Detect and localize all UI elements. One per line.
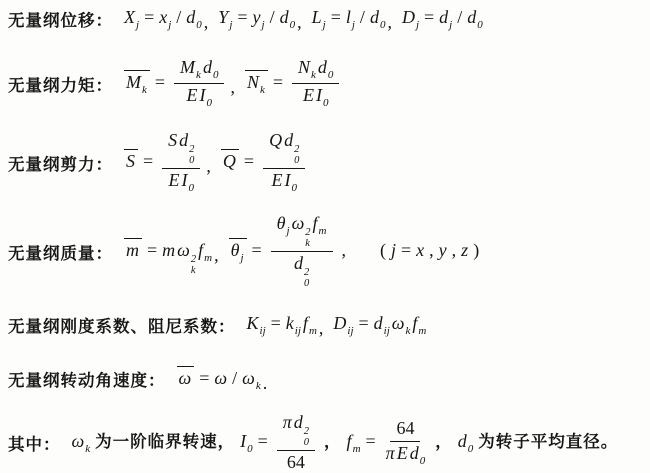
fraction-numerator bbox=[263, 131, 305, 169]
math-symbol: I bbox=[199, 85, 206, 106]
math-text: ， bbox=[324, 432, 342, 452]
math-subscript: 0 bbox=[196, 19, 202, 31]
math-variable bbox=[293, 412, 310, 449]
math-variable bbox=[186, 85, 197, 105]
math-superscript: 2 bbox=[190, 253, 197, 265]
formula-expression bbox=[123, 7, 484, 31]
math-subsup bbox=[191, 254, 196, 276]
math-symbol: 64 bbox=[286, 452, 305, 473]
math-subscript: j bbox=[449, 19, 453, 31]
formula-expression bbox=[176, 366, 277, 392]
math-subsup bbox=[304, 426, 309, 448]
math-variable bbox=[162, 240, 175, 260]
fraction-numerator bbox=[162, 131, 200, 169]
math-operator: = bbox=[257, 431, 268, 452]
math-variable bbox=[124, 70, 150, 96]
row-label: 无量纲转动角速度： bbox=[8, 371, 166, 391]
math-operator: = bbox=[144, 7, 155, 27]
math-operator: , bbox=[429, 239, 434, 260]
math-symbol: E bbox=[168, 170, 180, 191]
math-fraction bbox=[263, 131, 305, 194]
math-symbol: ω bbox=[214, 368, 228, 389]
math-symbol: L bbox=[311, 7, 322, 27]
math-subscript: k bbox=[255, 380, 261, 393]
math-variable bbox=[283, 412, 292, 432]
fraction-numerator bbox=[277, 413, 315, 451]
math-variable bbox=[276, 213, 290, 238]
math-operator: / bbox=[359, 7, 365, 27]
math-symbol: 64 bbox=[396, 418, 415, 439]
math-subscript: 0 bbox=[303, 278, 310, 290]
math-comma: , bbox=[203, 12, 209, 32]
math-subscript: 0 bbox=[419, 455, 426, 468]
math-comma: , bbox=[297, 12, 302, 32]
math-variable bbox=[298, 57, 316, 81]
math-variable bbox=[369, 7, 386, 31]
math-operator: = bbox=[272, 71, 283, 92]
math-variable bbox=[269, 130, 282, 150]
math-fraction bbox=[292, 58, 339, 109]
math-operator: = bbox=[199, 368, 210, 389]
math-operator: = bbox=[401, 239, 412, 260]
math-subscript: j bbox=[229, 19, 233, 31]
math-symbol: N bbox=[298, 57, 311, 77]
math-symbol: π bbox=[282, 412, 292, 433]
row-label: 无量纲刚度系数、阻尼系数： bbox=[8, 317, 236, 337]
math-variable bbox=[439, 7, 453, 31]
math-variable bbox=[409, 443, 426, 468]
math-symbol: M bbox=[180, 57, 196, 77]
row-label: 其中： bbox=[8, 435, 61, 455]
math-variable bbox=[246, 313, 266, 338]
math-variable bbox=[198, 239, 213, 264]
math-variable bbox=[279, 7, 296, 31]
math-symbol: d bbox=[439, 7, 449, 27]
fraction-numerator bbox=[390, 419, 420, 442]
math-variable bbox=[71, 431, 91, 456]
math-subscript: k bbox=[305, 238, 310, 250]
math-symbol: l bbox=[345, 7, 351, 27]
math-operator: = bbox=[237, 7, 248, 27]
math-symbol: ω bbox=[178, 368, 192, 389]
math-subscript: 0 bbox=[289, 19, 296, 31]
math-symbol: m bbox=[126, 239, 139, 260]
math-subscript: m bbox=[318, 225, 327, 238]
math-symbol: d bbox=[179, 130, 189, 151]
math-symbol: d bbox=[284, 130, 294, 151]
math-variable bbox=[397, 443, 408, 463]
math-variable bbox=[177, 366, 195, 389]
math-symbol: f bbox=[346, 431, 352, 452]
math-symbol: d bbox=[467, 7, 477, 27]
fraction-numerator bbox=[271, 214, 333, 252]
math-variable bbox=[401, 7, 419, 31]
fraction-denominator bbox=[286, 451, 306, 473]
math-superscript: 2 bbox=[303, 426, 310, 438]
math-operator: = bbox=[243, 150, 255, 171]
math-variable bbox=[186, 7, 202, 31]
math-subscript: ij bbox=[383, 325, 390, 338]
math-operator: = bbox=[270, 313, 281, 334]
math-variable bbox=[285, 313, 301, 338]
math-subscript: ij bbox=[259, 325, 266, 338]
math-comma: , bbox=[318, 318, 324, 339]
math-symbol: Q bbox=[269, 130, 283, 151]
math-subscript: j bbox=[261, 19, 265, 31]
row-label: 无量纲位移： bbox=[8, 11, 113, 30]
math-symbol: X bbox=[124, 7, 135, 27]
math-symbol: d bbox=[202, 57, 212, 77]
fraction-numerator bbox=[174, 58, 224, 84]
math-variable bbox=[317, 57, 334, 81]
math-variable bbox=[346, 431, 361, 456]
math-subscript: j bbox=[415, 19, 419, 31]
math-variable bbox=[245, 70, 268, 96]
math-subscript: 0 bbox=[206, 97, 212, 110]
math-subsup bbox=[294, 144, 299, 166]
math-subscript: 0 bbox=[247, 443, 253, 456]
math-variable bbox=[221, 149, 239, 172]
math-subscript: m bbox=[418, 325, 427, 338]
math-subscript: k bbox=[85, 443, 91, 456]
math-operator: = bbox=[147, 239, 158, 260]
math-symbol: f bbox=[302, 313, 308, 334]
math-subscript: 0 bbox=[322, 97, 329, 110]
fraction-denominator bbox=[385, 442, 427, 467]
math-subscript: 0 bbox=[188, 182, 195, 195]
math-subscript: j bbox=[240, 251, 244, 264]
math-variable bbox=[124, 7, 140, 31]
math-variable bbox=[179, 130, 195, 167]
math-symbol: θ bbox=[230, 239, 240, 260]
fraction-denominator bbox=[185, 84, 213, 109]
math-variable bbox=[373, 313, 390, 338]
math-subscript: j bbox=[286, 225, 290, 238]
math-symbol: y bbox=[438, 239, 447, 260]
math-operator: = bbox=[251, 239, 262, 260]
math-text: 为转子平均直径。 bbox=[478, 432, 619, 452]
math-text: 为一阶临界转速， bbox=[95, 432, 236, 452]
math-variable bbox=[416, 240, 424, 260]
math-variable bbox=[202, 57, 219, 81]
math-superscript: 2 bbox=[305, 227, 311, 239]
math-subsup bbox=[189, 144, 194, 166]
math-subscript: m bbox=[308, 325, 317, 338]
math-symbol: x bbox=[159, 7, 168, 27]
math-symbol: m bbox=[162, 239, 176, 260]
row-label: 无量纲质量： bbox=[8, 243, 113, 263]
math-symbol: K bbox=[246, 313, 259, 334]
math-comma: , bbox=[206, 155, 211, 176]
math-subscript: k bbox=[142, 83, 147, 96]
math-symbol: I bbox=[181, 170, 188, 191]
math-subscript: k bbox=[190, 264, 196, 276]
math-subscript: k bbox=[405, 325, 411, 338]
math-subsup bbox=[305, 227, 310, 249]
math-fraction bbox=[385, 419, 427, 467]
math-variable bbox=[177, 239, 197, 276]
math-symbol: D bbox=[333, 313, 347, 334]
math-variable bbox=[302, 313, 317, 338]
math-variable bbox=[159, 7, 172, 31]
math-subscript: 0 bbox=[212, 69, 219, 81]
row-dimensionless-mass bbox=[8, 214, 646, 289]
math-symbol: E bbox=[186, 85, 198, 106]
formula-expression bbox=[123, 131, 310, 194]
math-symbol: S bbox=[126, 150, 135, 171]
row-dimensionless-angular-speed bbox=[8, 366, 646, 392]
row-definitions bbox=[8, 413, 646, 473]
math-symbol: S bbox=[168, 130, 178, 151]
fraction-denominator bbox=[293, 252, 310, 289]
math-superscript: 2 bbox=[294, 144, 300, 156]
math-operator: ( bbox=[380, 239, 386, 260]
math-subscript: j bbox=[351, 19, 355, 31]
math-variable bbox=[124, 149, 138, 172]
math-symbol: π bbox=[385, 443, 395, 464]
math-symbol: Y bbox=[218, 7, 229, 27]
math-subscript: 0 bbox=[291, 182, 297, 195]
math-subscript: 0 bbox=[189, 155, 195, 167]
math-subscript: j bbox=[168, 19, 172, 31]
math-symbol: D bbox=[401, 7, 415, 27]
math-variable bbox=[168, 130, 177, 150]
math-subscript: k bbox=[196, 69, 201, 81]
math-subscript: 0 bbox=[294, 155, 300, 167]
math-symbol: d bbox=[409, 443, 419, 464]
math-variable bbox=[169, 170, 180, 190]
math-symbol: I bbox=[284, 170, 291, 191]
math-variable bbox=[461, 240, 468, 260]
math-operator: = bbox=[424, 7, 435, 27]
math-variable bbox=[218, 7, 233, 31]
math-symbol: d bbox=[457, 431, 467, 452]
math-symbol: I bbox=[315, 85, 322, 106]
math-variable bbox=[457, 431, 474, 456]
math-variable bbox=[242, 368, 261, 393]
math-operator: = bbox=[330, 7, 341, 27]
math-variable bbox=[284, 130, 300, 167]
math-variable bbox=[312, 213, 327, 238]
math-variable bbox=[345, 7, 355, 31]
fraction-denominator bbox=[302, 84, 330, 109]
math-subsup bbox=[304, 267, 309, 289]
math-symbol: N bbox=[246, 71, 259, 92]
math-variable bbox=[439, 240, 447, 260]
math-fraction bbox=[174, 58, 224, 109]
math-subscript: 0 bbox=[477, 19, 483, 31]
math-variable bbox=[412, 313, 427, 338]
math-variable bbox=[271, 170, 282, 190]
math-symbol: ω bbox=[291, 213, 305, 234]
row-label: 无量纲剪力： bbox=[8, 154, 113, 174]
math-subscript: ij bbox=[294, 325, 301, 338]
math-symbol: d bbox=[317, 57, 327, 77]
row-dimensionless-moment bbox=[8, 58, 646, 109]
math-variable bbox=[124, 238, 142, 261]
row-dimensionless-shear bbox=[8, 131, 646, 194]
math-fraction bbox=[271, 214, 333, 289]
math-variable bbox=[287, 452, 305, 472]
math-subscript: m bbox=[352, 443, 361, 456]
math-variable bbox=[396, 418, 414, 438]
math-operator: / bbox=[457, 7, 463, 27]
math-subscript: j bbox=[136, 19, 140, 31]
math-fraction bbox=[277, 413, 315, 473]
math-operator: = bbox=[358, 313, 369, 334]
formula-expression bbox=[123, 214, 483, 289]
math-text: ， bbox=[435, 432, 453, 452]
math-symbol: ω bbox=[177, 239, 190, 260]
math-fraction bbox=[162, 131, 200, 194]
row-dimensionless-displacement bbox=[8, 7, 646, 31]
math-variable bbox=[315, 85, 329, 110]
math-variable bbox=[311, 7, 326, 31]
math-comma: , bbox=[387, 12, 392, 32]
math-superscript: 2 bbox=[189, 144, 195, 156]
fraction-numerator bbox=[292, 58, 339, 84]
math-subscript: k bbox=[311, 69, 316, 81]
math-symbol: d bbox=[186, 7, 196, 27]
math-variable bbox=[229, 238, 247, 264]
math-variable bbox=[333, 313, 354, 338]
row-label: 无量纲力矩： bbox=[8, 75, 113, 95]
math-comma: . bbox=[262, 373, 268, 394]
math-symbol: z bbox=[461, 239, 469, 260]
math-comma: , bbox=[214, 244, 219, 265]
formula-expression bbox=[71, 413, 623, 473]
math-symbol: E bbox=[302, 85, 314, 106]
math-variable bbox=[467, 7, 483, 31]
math-symbol: d bbox=[369, 7, 379, 27]
math-symbol: j bbox=[391, 239, 397, 260]
math-symbol: E bbox=[396, 443, 408, 464]
math-symbol: d bbox=[373, 313, 383, 334]
math-operator: = bbox=[365, 431, 376, 452]
math-symbol: f bbox=[312, 213, 318, 234]
math-operator: = bbox=[154, 71, 166, 92]
math-symbol: M bbox=[126, 71, 141, 92]
math-symbol: y bbox=[252, 7, 261, 27]
math-operator: / bbox=[176, 7, 182, 27]
math-operator: ) bbox=[473, 239, 480, 260]
math-operator: = bbox=[143, 150, 154, 171]
math-subscript: ij bbox=[347, 325, 354, 338]
math-symbol: k bbox=[285, 313, 294, 334]
fraction-denominator bbox=[270, 169, 298, 194]
math-operator: , bbox=[451, 239, 457, 260]
math-variable bbox=[252, 7, 265, 31]
math-symbol: d bbox=[293, 253, 303, 274]
math-variable bbox=[240, 431, 253, 456]
math-subscript: 0 bbox=[467, 443, 474, 456]
math-symbol: I bbox=[240, 431, 247, 452]
math-variable bbox=[284, 170, 297, 195]
math-subscript: k bbox=[259, 83, 265, 96]
math-symbol: θ bbox=[276, 213, 286, 234]
math-symbol: f bbox=[198, 239, 204, 260]
math-variable bbox=[391, 313, 411, 338]
math-subscript: 0 bbox=[327, 69, 334, 81]
row-dimensionless-stiffness-damping bbox=[8, 313, 646, 337]
math-symbol: ω bbox=[71, 431, 85, 452]
math-variable bbox=[180, 57, 201, 81]
formula-expression bbox=[123, 58, 344, 109]
math-variable bbox=[293, 253, 310, 290]
math-variable bbox=[386, 443, 395, 463]
math-symbol: ω bbox=[242, 368, 255, 389]
math-symbol: ω bbox=[391, 313, 405, 334]
math-symbol: d bbox=[293, 412, 303, 433]
math-symbol: x bbox=[416, 239, 425, 260]
math-variable bbox=[214, 368, 227, 388]
math-variable bbox=[291, 213, 311, 250]
math-symbol: Q bbox=[222, 150, 236, 171]
math-symbol: f bbox=[412, 313, 418, 334]
math-symbol: d bbox=[279, 7, 289, 27]
math-subscript: j bbox=[322, 19, 326, 31]
math-variable bbox=[181, 170, 195, 195]
math-symbol: E bbox=[271, 170, 283, 191]
math-superscript: 2 bbox=[303, 267, 310, 279]
math-variable bbox=[199, 85, 212, 110]
math-subscript: 0 bbox=[379, 19, 386, 31]
math-subscript: m bbox=[204, 251, 213, 264]
math-operator: , bbox=[341, 239, 346, 260]
math-operator: / bbox=[232, 368, 238, 389]
math-operator: / bbox=[269, 7, 275, 27]
math-variable bbox=[303, 85, 314, 105]
math-variable bbox=[391, 240, 396, 260]
fraction-denominator bbox=[168, 169, 196, 194]
math-subscript: 0 bbox=[303, 437, 310, 449]
math-comma: , bbox=[230, 76, 235, 97]
formula-expression bbox=[246, 313, 428, 337]
